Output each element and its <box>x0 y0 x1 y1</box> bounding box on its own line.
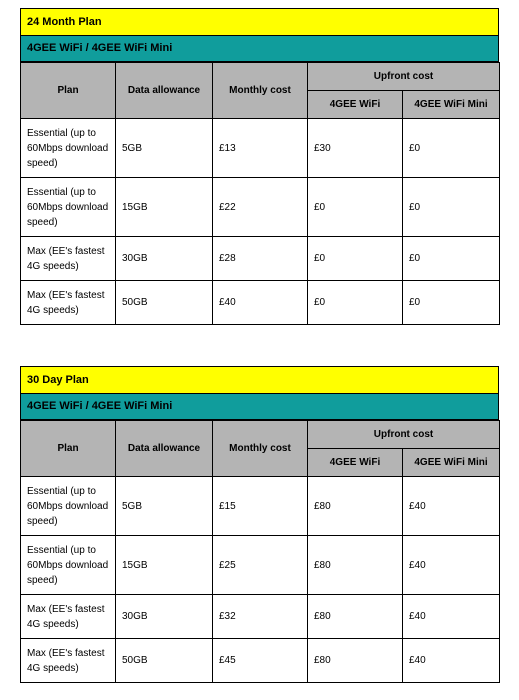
cell-plan: Max (EE's fastest 4G speeds) <box>21 281 116 325</box>
cell-plan: Essential (up to 60Mbps download speed) <box>21 178 116 237</box>
header-upfront-cost: Upfront cost <box>308 63 500 91</box>
cell-monthly: £13 <box>213 119 308 178</box>
cell-wifi: £0 <box>308 237 403 281</box>
table-row <box>21 119 500 178</box>
cell-monthly: £28 <box>213 237 308 281</box>
cell-plan: Essential (up to 60Mbps download speed) <box>21 477 116 536</box>
cell-wifi: £0 <box>308 178 403 237</box>
cell-plan: Max (EE's fastest 4G speeds) <box>21 237 116 281</box>
cell-monthly: £45 <box>213 639 308 683</box>
header-data-allowance: Data allowance <box>116 421 213 477</box>
cell-wifi: £80 <box>308 536 403 595</box>
device-subtitle-bar <box>20 394 499 420</box>
table-row <box>21 595 500 639</box>
cell-plan: Max (EE's fastest 4G speeds) <box>21 595 116 639</box>
cell-plan: Max (EE's fastest 4G speeds) <box>21 639 116 683</box>
header-wifi-mini: 4GEE WiFi Mini <box>403 91 500 119</box>
cell-wifi: £80 <box>308 639 403 683</box>
table-row <box>21 178 500 237</box>
cell-plan: Essential (up to 60Mbps download speed) <box>21 536 116 595</box>
header-upfront-cost: Upfront cost <box>308 421 500 449</box>
cell-mini: £0 <box>403 119 500 178</box>
cell-monthly: £15 <box>213 477 308 536</box>
header-wifi: 4GEE WiFi <box>308 449 403 477</box>
header-data-allowance: Data allowance <box>116 63 213 119</box>
cell-mini: £0 <box>403 237 500 281</box>
plan-title: 30 Day Plan <box>27 374 89 386</box>
cell-data: 30GB <box>116 595 213 639</box>
cell-monthly: £22 <box>213 178 308 237</box>
header-monthly-cost: Monthly cost <box>213 421 308 477</box>
header-wifi: 4GEE WiFi <box>308 91 403 119</box>
cell-monthly: £25 <box>213 536 308 595</box>
cell-mini: £40 <box>403 536 500 595</box>
cell-data: 5GB <box>116 477 213 536</box>
cell-mini: £0 <box>403 178 500 237</box>
header-monthly-cost: Monthly cost <box>213 63 308 119</box>
cell-monthly: £40 <box>213 281 308 325</box>
device-subtitle: 4GEE WiFi / 4GEE WiFi Mini <box>27 42 173 54</box>
table-row <box>21 536 500 595</box>
pricing-table <box>20 62 500 325</box>
plan-section-30-day <box>20 366 499 683</box>
table-row <box>21 237 500 281</box>
table-row <box>21 639 500 683</box>
cell-mini: £40 <box>403 477 500 536</box>
cell-data: 5GB <box>116 119 213 178</box>
device-subtitle: 4GEE WiFi / 4GEE WiFi Mini <box>27 400 173 412</box>
device-subtitle-bar <box>20 36 499 62</box>
header-plan: Plan <box>21 63 116 119</box>
cell-wifi: £30 <box>308 119 403 178</box>
cell-mini: £40 <box>403 639 500 683</box>
cell-plan: Essential (up to 60Mbps download speed) <box>21 119 116 178</box>
cell-data: 50GB <box>116 639 213 683</box>
plan-title-bar <box>20 366 499 394</box>
cell-wifi: £0 <box>308 281 403 325</box>
table-row <box>21 477 500 536</box>
cell-monthly: £32 <box>213 595 308 639</box>
header-plan: Plan <box>21 421 116 477</box>
pricing-table <box>20 420 500 683</box>
cell-wifi: £80 <box>308 477 403 536</box>
plan-title-bar <box>20 8 499 36</box>
cell-data: 50GB <box>116 281 213 325</box>
plan-title: 24 Month Plan <box>27 16 102 28</box>
header-wifi-mini: 4GEE WiFi Mini <box>403 449 500 477</box>
table-row <box>21 281 500 325</box>
cell-mini: £40 <box>403 595 500 639</box>
cell-data: 15GB <box>116 178 213 237</box>
cell-mini: £0 <box>403 281 500 325</box>
cell-data: 15GB <box>116 536 213 595</box>
cell-data: 30GB <box>116 237 213 281</box>
plan-section-24-month <box>20 8 499 325</box>
cell-wifi: £80 <box>308 595 403 639</box>
